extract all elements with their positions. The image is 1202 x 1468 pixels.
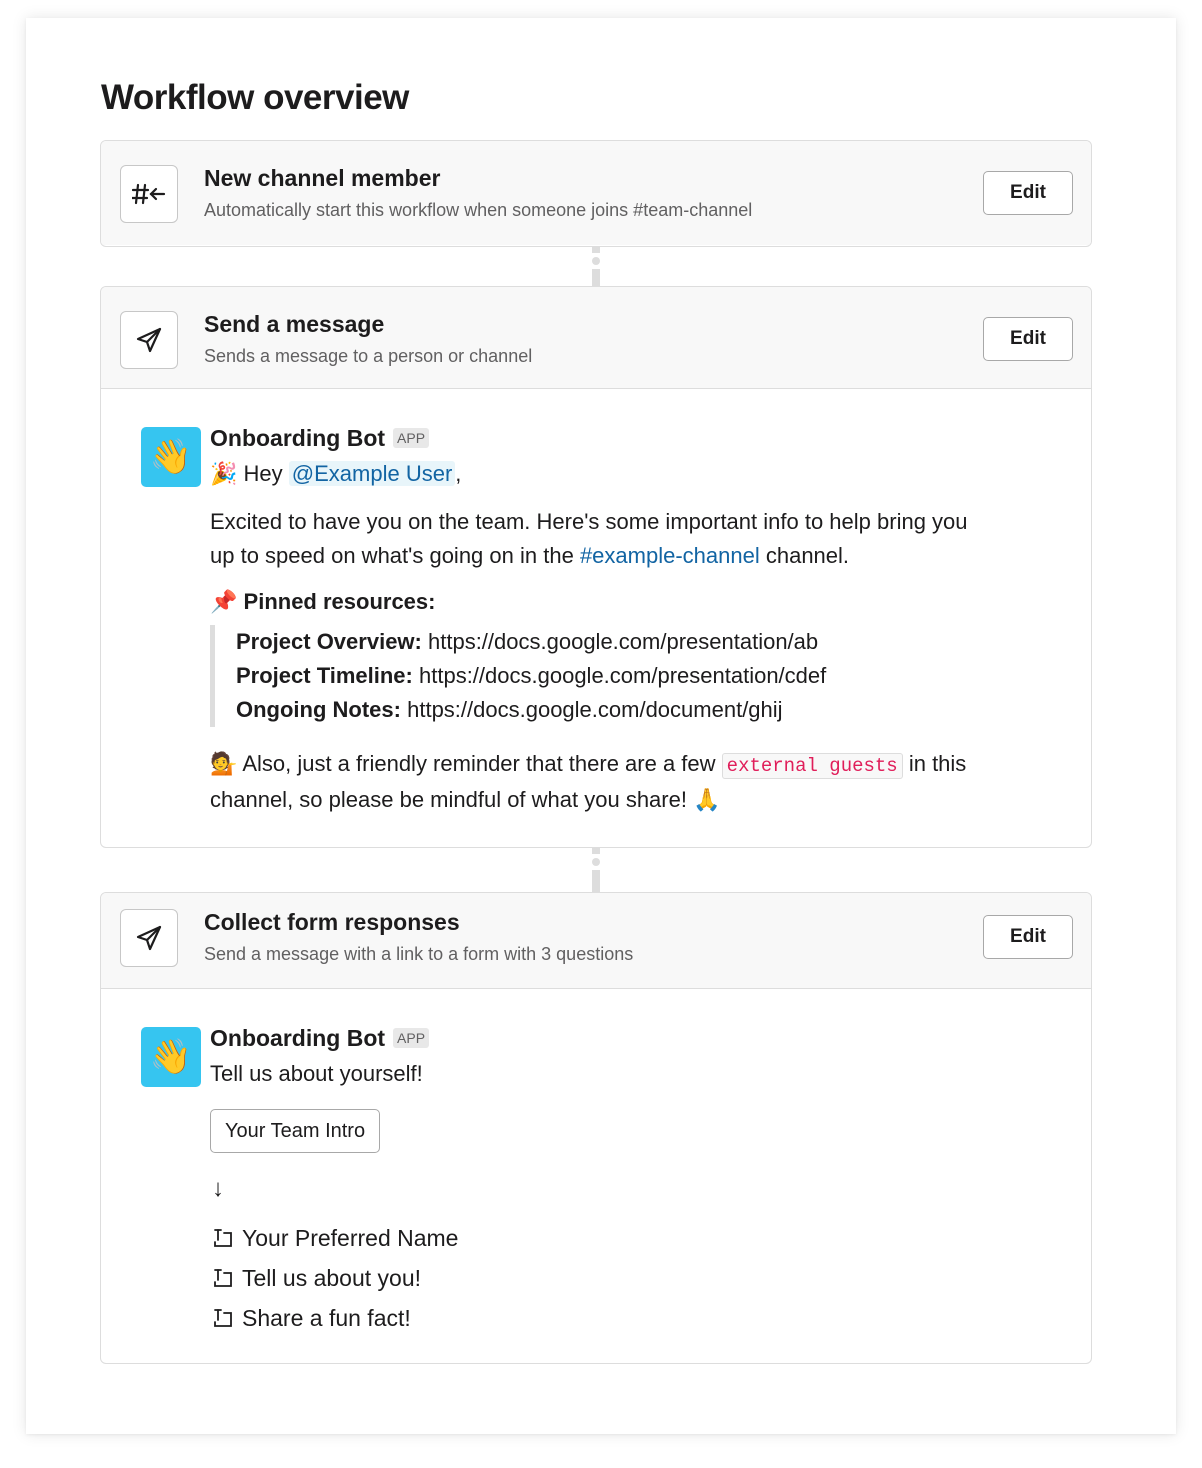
question-label: Tell us about you! (242, 1265, 422, 1291)
pinned-heading (210, 585, 435, 620)
resource-url[interactable]: https://docs.google.com/presentation/ab (428, 629, 819, 654)
channel-link[interactable]: #example-channel (579, 543, 760, 568)
bot-avatar-wave-icon: 👋 (141, 1027, 201, 1087)
step-header (101, 287, 1091, 389)
reminder-prefix: Also, just a friendly reminder that there are a few (242, 751, 716, 776)
bot-avatar-wave-icon: 👋 (141, 427, 201, 487)
arrow-down-icon: ↓ (212, 1175, 224, 1202)
step-connector (591, 247, 601, 287)
step-description: Automatically start this workflow when someone joins #team-channel (204, 200, 753, 220)
resource-label: Ongoing Notes: (236, 697, 401, 722)
step-title: Send a message (204, 311, 385, 337)
reminder-line-1 (210, 747, 966, 783)
step-header (101, 141, 1091, 245)
app-badge: APP (393, 428, 429, 448)
message-preview (101, 389, 1091, 847)
resource-url[interactable]: https://docs.google.com/document/ghij (407, 697, 783, 722)
workflow-overview-panel (26, 18, 1176, 1434)
intro-line-2 (210, 539, 968, 573)
form-question (212, 1305, 411, 1332)
pinned-resources-quote (210, 625, 826, 727)
bot-name (210, 425, 429, 452)
reminder-mid: in this (908, 751, 967, 776)
resource-row (236, 625, 826, 659)
app-badge: APP (393, 1028, 429, 1048)
bot-name-text: Onboarding Bot (210, 1025, 386, 1051)
step-connector (591, 848, 601, 892)
question-label: Your Preferred Name (242, 1225, 459, 1251)
edit-button[interactable]: Edit (983, 317, 1073, 361)
step-description: Sends a message to a person or channel (204, 346, 533, 366)
form-question (212, 1265, 421, 1292)
message-preview (101, 989, 1091, 1363)
bot-name (210, 1025, 429, 1052)
person-tipping-hand-icon: 💁 (210, 752, 238, 777)
pinned-heading-text: Pinned resources: (243, 589, 436, 614)
step-send-message (100, 286, 1092, 848)
step-description: Send a message with a link to a form with 3 questions (204, 944, 634, 964)
resource-url[interactable]: https://docs.google.com/presentation/cdef (419, 663, 827, 688)
bot-name-text: Onboarding Bot (210, 425, 386, 451)
paper-plane-icon (120, 909, 178, 967)
message-text: Tell us about yourself! (210, 1061, 423, 1086)
party-popper-icon: 🎉 (210, 462, 238, 487)
resource-label: Project Overview: (236, 629, 422, 654)
intro-line-2-prefix: up to speed on what's going on in the (210, 543, 574, 568)
short-text-field-icon (212, 1228, 234, 1250)
reminder-line-2 (210, 783, 966, 818)
edit-button[interactable]: Edit (983, 171, 1073, 215)
greeting-suffix: , (455, 461, 462, 486)
step-title: New channel member (204, 165, 441, 191)
intro-line-2-suffix: channel. (765, 543, 850, 568)
paper-plane-glyph (135, 326, 163, 354)
form-question (212, 1225, 458, 1252)
paper-plane-icon (120, 311, 178, 369)
channel-join-icon (120, 165, 178, 223)
reminder-paragraph (210, 747, 966, 818)
greeting-prefix: Hey (243, 461, 283, 486)
step-new-channel-member (100, 140, 1092, 247)
short-text-field-icon (212, 1308, 234, 1330)
question-label: Share a fun fact! (242, 1305, 411, 1331)
reminder-suffix: channel, so please be mindful of what you share! (210, 787, 687, 812)
resource-row (236, 659, 826, 693)
resource-row (236, 693, 826, 727)
pushpin-icon: 📌 (210, 590, 238, 615)
inline-code: external guests (722, 753, 903, 779)
page-title: Workflow overview (101, 78, 409, 117)
step-collect-form-responses (100, 892, 1092, 1364)
user-mention[interactable]: @Example User (289, 461, 456, 486)
edit-button[interactable]: Edit (983, 915, 1073, 959)
short-text-field-icon (212, 1268, 234, 1290)
intro-paragraph (210, 505, 968, 573)
channel-join-glyph (132, 181, 166, 207)
step-title: Collect form responses (204, 909, 460, 935)
paper-plane-glyph (135, 924, 163, 952)
step-header (101, 893, 1091, 989)
intro-line-1: Excited to have you on the team. Here's some important info to help bring you (210, 509, 968, 534)
folded-hands-icon: 🙏 (693, 788, 721, 813)
resource-label: Project Timeline: (236, 663, 413, 688)
team-intro-button[interactable]: Your Team Intro (210, 1109, 380, 1153)
greeting-line (210, 457, 461, 492)
